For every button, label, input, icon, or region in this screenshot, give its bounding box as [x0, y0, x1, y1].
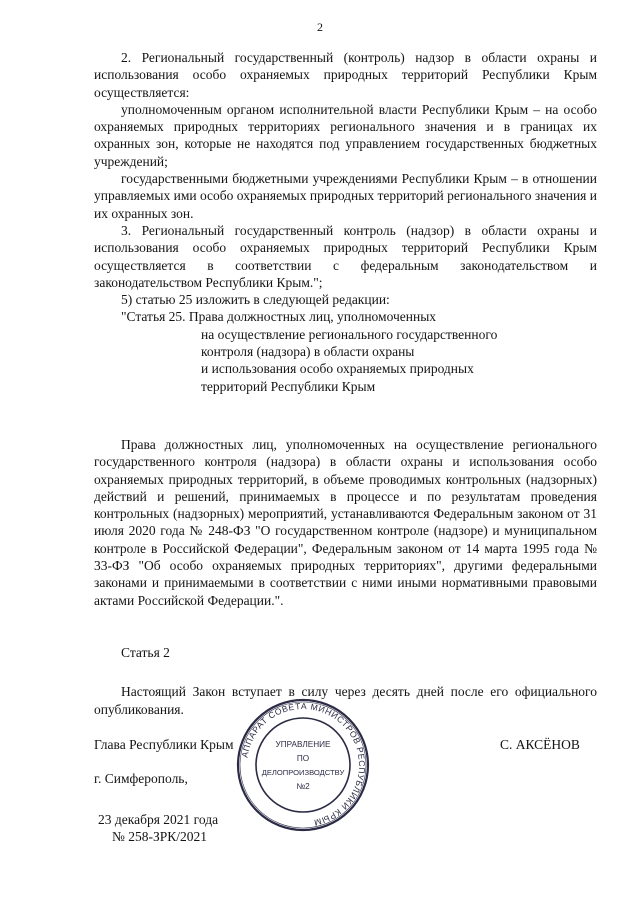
article-2-heading: Статья 2	[121, 644, 170, 660]
page-number: 2	[317, 20, 323, 34]
final-paragraph: Настоящий Закон вступает в силу через десять дней после его официального опубликования.	[94, 684, 597, 717]
document-body	[94, 49, 597, 718]
office-stamp	[236, 698, 370, 832]
stamp-outer-text: АППАРАТ СОВЕТА МИНИСТРОВ РЕСПУБЛИКИ КРЫМ	[239, 700, 368, 828]
article-caption-line-1: на осуществление регионального государственного	[201, 326, 498, 342]
stamp-line-4: №2	[296, 782, 310, 791]
article-caption-line-2: контроля (надзора) в области охраны	[201, 344, 415, 360]
paragraph-5: 5) статью 25 изложить в следующей редакции:	[121, 292, 390, 308]
law-number: № 258-ЗРК/2021	[112, 829, 208, 844]
stamp-line-2: ПО	[296, 754, 310, 763]
signing-city: г. Симферополь,	[94, 771, 188, 786]
signing-date: 23 декабря 2021 года	[98, 812, 219, 827]
paragraph-2: уполномоченным органом исполнительной власти Республики Крым – на особо охраняемых природных территориях регионального значения и в границах их охранных зон, которые не находятся под управлением государственных бюджетных учреждений;	[94, 101, 597, 169]
main-paragraph: Права должностных лиц, уполномоченных на осуществление регионального государственного контроля (надзора) в области охраны и использования особо охраняемых природных территорий, в объеме проводимых контрольных (надзорных) действий и решений, принимаемых в процессе и по результатам проведения контрольных (надзорных) мероприятий, устанавливаются Федеральным законом от 31 июля 2020 года № 248-ФЗ "О государственном контроле (надзоре) и муниципальном контроле в Российской Федерации", Федеральным законом от 14 марта 1995 года № 33-ФЗ "Об особо охраняемых природных территориях", другими федеральными законами и принимаемыми в соответствии с ними иными нормативными правовыми актами Российской Федерации.".	[94, 436, 597, 608]
article-caption-line-3: и использования особо охраняемых природных	[201, 361, 474, 377]
article-25-heading: "Статья 25. Права должностных лиц, уполномоченных	[121, 309, 437, 325]
paragraph-4: 3. Региональный государственный контроль (надзор) в области охраны и использования особо охраняемых природных территорий Республики Крым осуществляется в соответствии с федеральным законодательством и законодательством Республики Крым.";	[94, 222, 597, 290]
paragraph-3: государственными бюджетными учреждениями Республики Крым – в отношении управляемых ими особо охраняемых природных территорий регионального значения и их охранных зон.	[94, 171, 597, 221]
stamp-line-3: ДЕЛОПРОИЗВОДСТВУ	[261, 768, 345, 777]
stamp-line-1: УПРАВЛЕНИЕ	[275, 740, 331, 749]
paragraph-1: 2. Региональный государственный (контроль) надзор в области охраны и использования особо охраняемых природных территорий Республики Крым осуществляется:	[94, 50, 597, 100]
signatory-title: Глава Республики Крым	[94, 737, 234, 752]
signatory-name: С. АКСЁНОВ	[500, 737, 580, 752]
article-caption-line-4: территорий Республики Крым	[201, 378, 376, 394]
